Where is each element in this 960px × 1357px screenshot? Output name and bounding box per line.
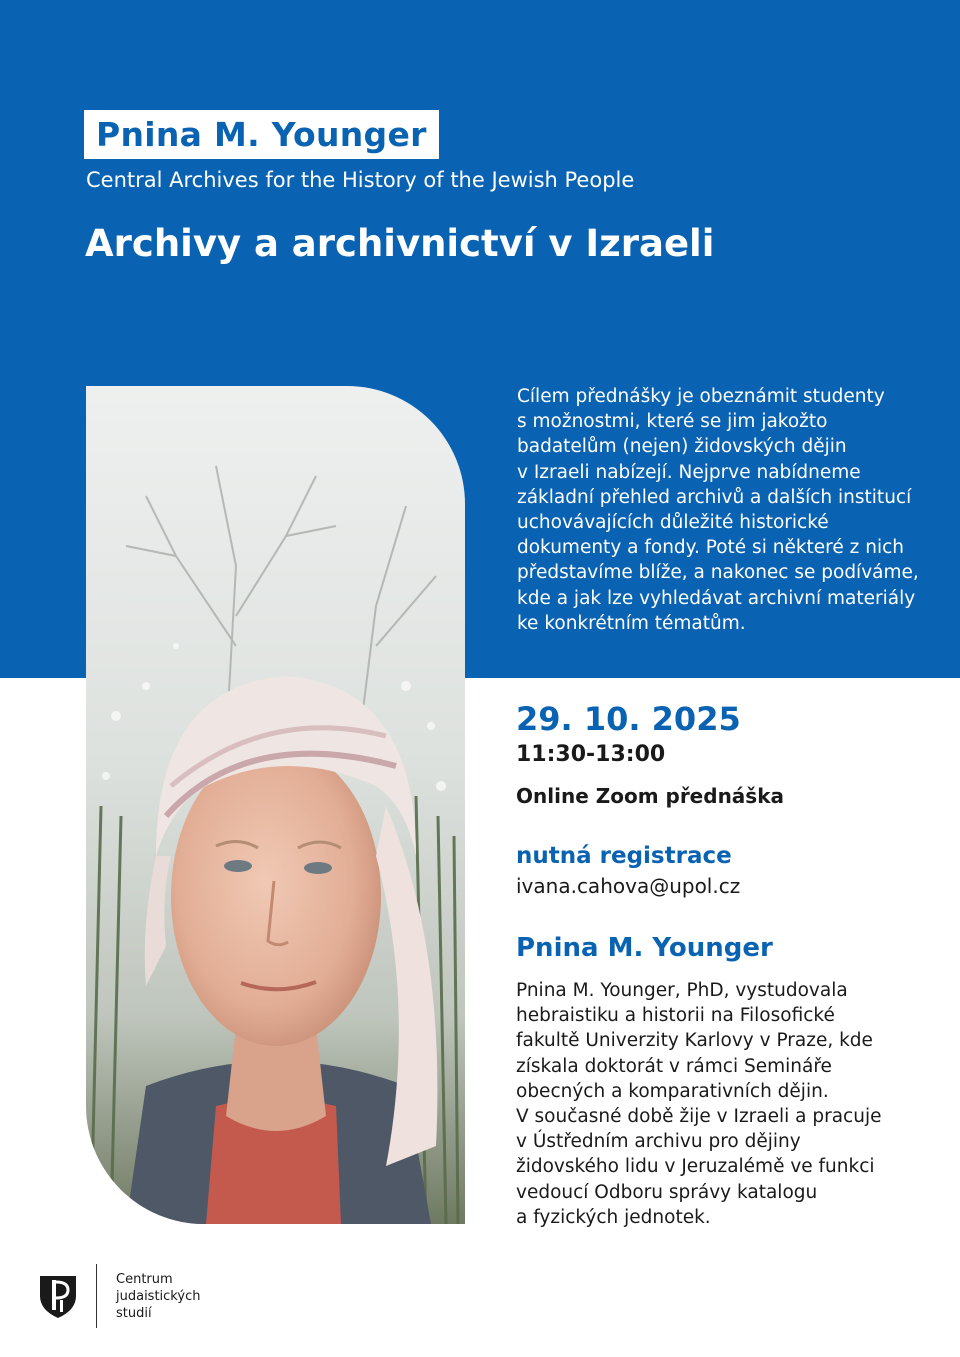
abstract-line: základní přehled archivů a dalších institucí [517, 486, 912, 508]
abstract-line: Cílem přednášky je obeznámit studenty [517, 386, 885, 407]
abstract-line: dokumenty a fondy. Poté si některé z nich [517, 537, 904, 559]
bio-line: židovského lidu v Jeruzalémě ve funkci [516, 1156, 875, 1178]
org-line: studií [116, 1306, 152, 1321]
bio-line: fakultě Univerzity Karlovy v Praze, kde [516, 1030, 873, 1052]
lecture-title: Archivy a archivnictví v Izraeli [85, 222, 715, 265]
speaker-bio [516, 978, 936, 1230]
abstract-line: v Izraeli nabízejí. Nejprve nabídneme [517, 461, 861, 483]
bio-line: Pnina M. Younger, PhD, vystudovala [516, 980, 848, 1001]
event-time: 11:30-13:00 [516, 742, 666, 767]
organization-name [116, 1271, 200, 1322]
speaker-name-box [84, 110, 439, 159]
abstract-line: kde a jak lze vyhledávat archivní materiály [517, 587, 916, 609]
footer-divider [96, 1264, 97, 1328]
abstract-line: ke konkrétním tématům. [517, 612, 746, 634]
speaker-institution: Central Archives for the History of the Jewish People [86, 168, 635, 192]
abstract-line: uchovávajících důležité historické [517, 512, 829, 534]
abstract-line: představíme blíže, a nakonec se podíváme, [517, 562, 919, 584]
event-date: 29. 10. 2025 [516, 700, 741, 738]
registration-email: ivana.cahova@upol.cz [516, 874, 741, 898]
event-mode: Online Zoom přednáška [516, 784, 784, 808]
bio-line: získala doktorát v rámci Semináře [516, 1055, 832, 1077]
speaker-name: Pnina M. Younger [96, 115, 427, 154]
bio-line: obecných a komparativních dějin. [516, 1080, 829, 1102]
org-line: judaistických [116, 1289, 201, 1304]
registration-label: nutná registrace [516, 843, 732, 869]
lecture-abstract [517, 384, 937, 636]
bio-line: a fyzických jednotek. [516, 1206, 711, 1228]
bio-line: V současné době žije v Izraeli a pracuje [516, 1106, 882, 1128]
bio-line: v Ústředním archivu pro dějiny [516, 1131, 801, 1153]
university-shield-logo-icon [38, 1274, 78, 1320]
bio-heading: Pnina M. Younger [516, 933, 773, 963]
abstract-line: badatelům (nejen) židovských dějin [517, 436, 847, 458]
abstract-line: s možnostmi, které se jim jakožto [517, 411, 828, 433]
speaker-photo [86, 386, 465, 1224]
bio-line: vedoucí Odboru správy katalogu [516, 1181, 818, 1203]
bio-line: hebraistiku a historii na Filosofické [516, 1005, 835, 1027]
org-line: Centrum [116, 1272, 173, 1287]
